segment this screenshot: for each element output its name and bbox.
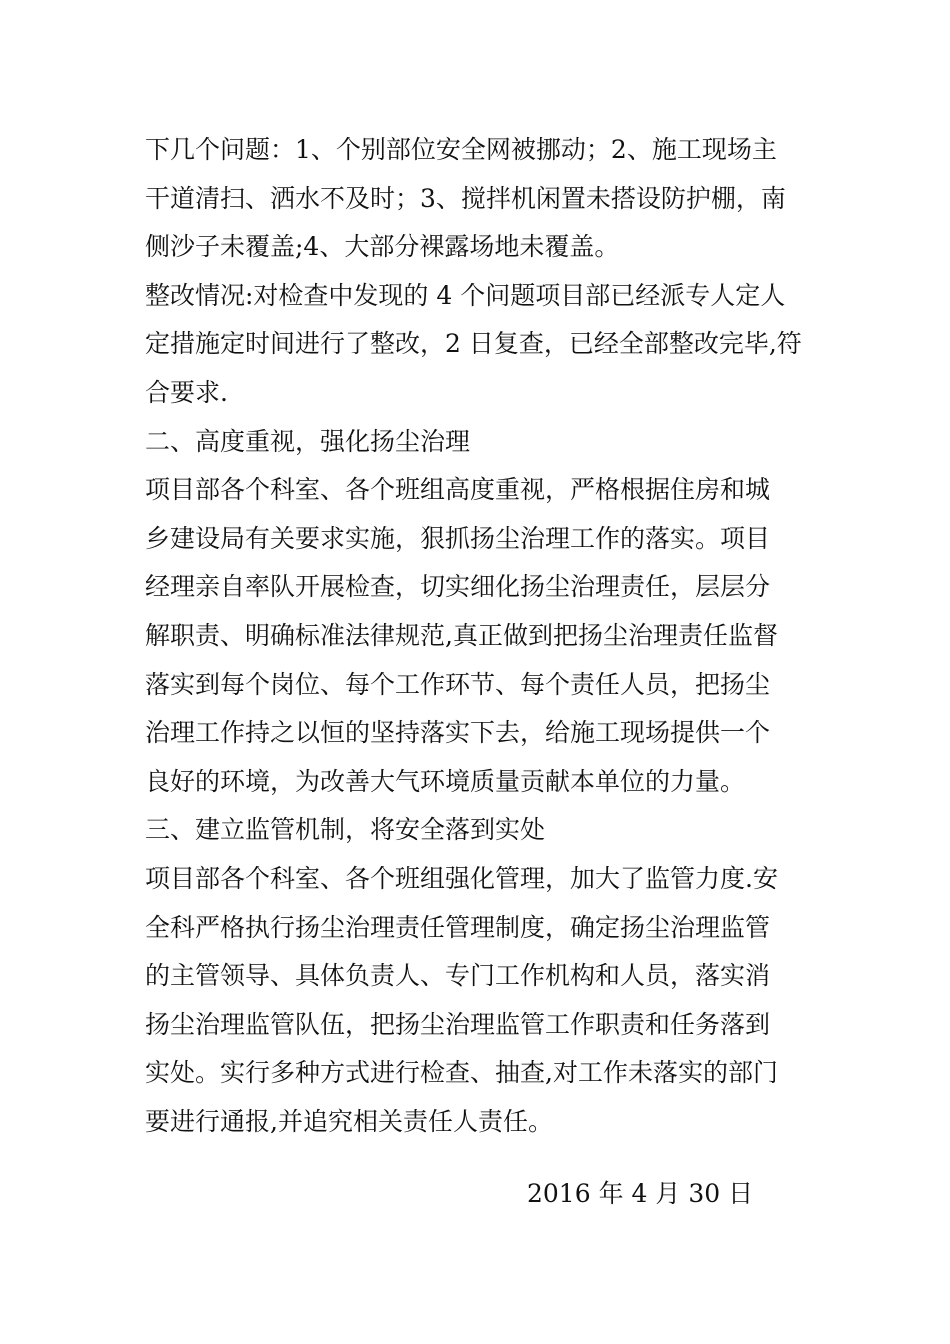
- text-line: 的主管领导、具体负责人、专门工作机构和人员，落实消: [145, 961, 771, 991]
- text-line: 合要求.: [145, 377, 228, 407]
- text-line: 下几个问题：1、个别部位安全网被挪动；2、施工现场主: [145, 135, 777, 164]
- text-line: 整改情况:对检查中发现的 4 个问题项目部已经派专人定人: [145, 280, 786, 310]
- text-line: 治理工作持之以恒的坚持落实下去，给施工现场提供一个: [145, 718, 771, 748]
- text-line: 侧沙子未覆盖;4、大部分裸露场地未覆盖。: [145, 232, 620, 262]
- text-line: 经理亲自率队开展检查，切实细化扬尘治理责任，层层分: [145, 572, 771, 602]
- text-line: 要进行通报,并追究相关责任人责任。: [145, 1106, 553, 1136]
- document-body: [145, 126, 810, 1146]
- text-line: 解职责、明确标准法律规范,真正做到把扬尘治理责任监督: [145, 620, 778, 650]
- text-line: 实处。实行多种方式进行检查、抽查,对工作未落实的部门: [145, 1058, 778, 1088]
- text-line: 乡建设局有关要求实施，狠抓扬尘治理工作的落实。项目: [145, 523, 771, 553]
- document-date: 2016 年 4 月 30 日: [527, 1179, 754, 1208]
- text-line: 干道清扫、洒水不及时；3、搅拌机闲置未搭设防护棚，南: [145, 183, 786, 213]
- text-line: 良好的环境，为改善大气环境质量贡献本单位的力量。: [145, 766, 746, 796]
- section-heading: 二、高度重视，强化扬尘治理: [145, 426, 471, 456]
- text-line: 项目部各个科室、各个班组高度重视，严格根据住房和城: [145, 475, 771, 505]
- text-line: 全科严格执行扬尘治理责任管理制度，确定扬尘治理监管: [145, 912, 771, 942]
- text-line: 项目部各个科室、各个班组强化管理，加大了监管力度.安: [145, 863, 778, 893]
- text-line: 定措施定时间进行了整改，2 日复查，已经全部整改完毕,符: [145, 329, 802, 359]
- section-heading: 三、建立监管机制，将安全落到实处: [145, 815, 546, 845]
- text-line: 落实到每个岗位、每个工作环节、每个责任人员，把扬尘: [145, 669, 771, 699]
- text-line: 扬尘治理监管队伍，把扬尘治理监管工作职责和任务落到: [145, 1009, 771, 1039]
